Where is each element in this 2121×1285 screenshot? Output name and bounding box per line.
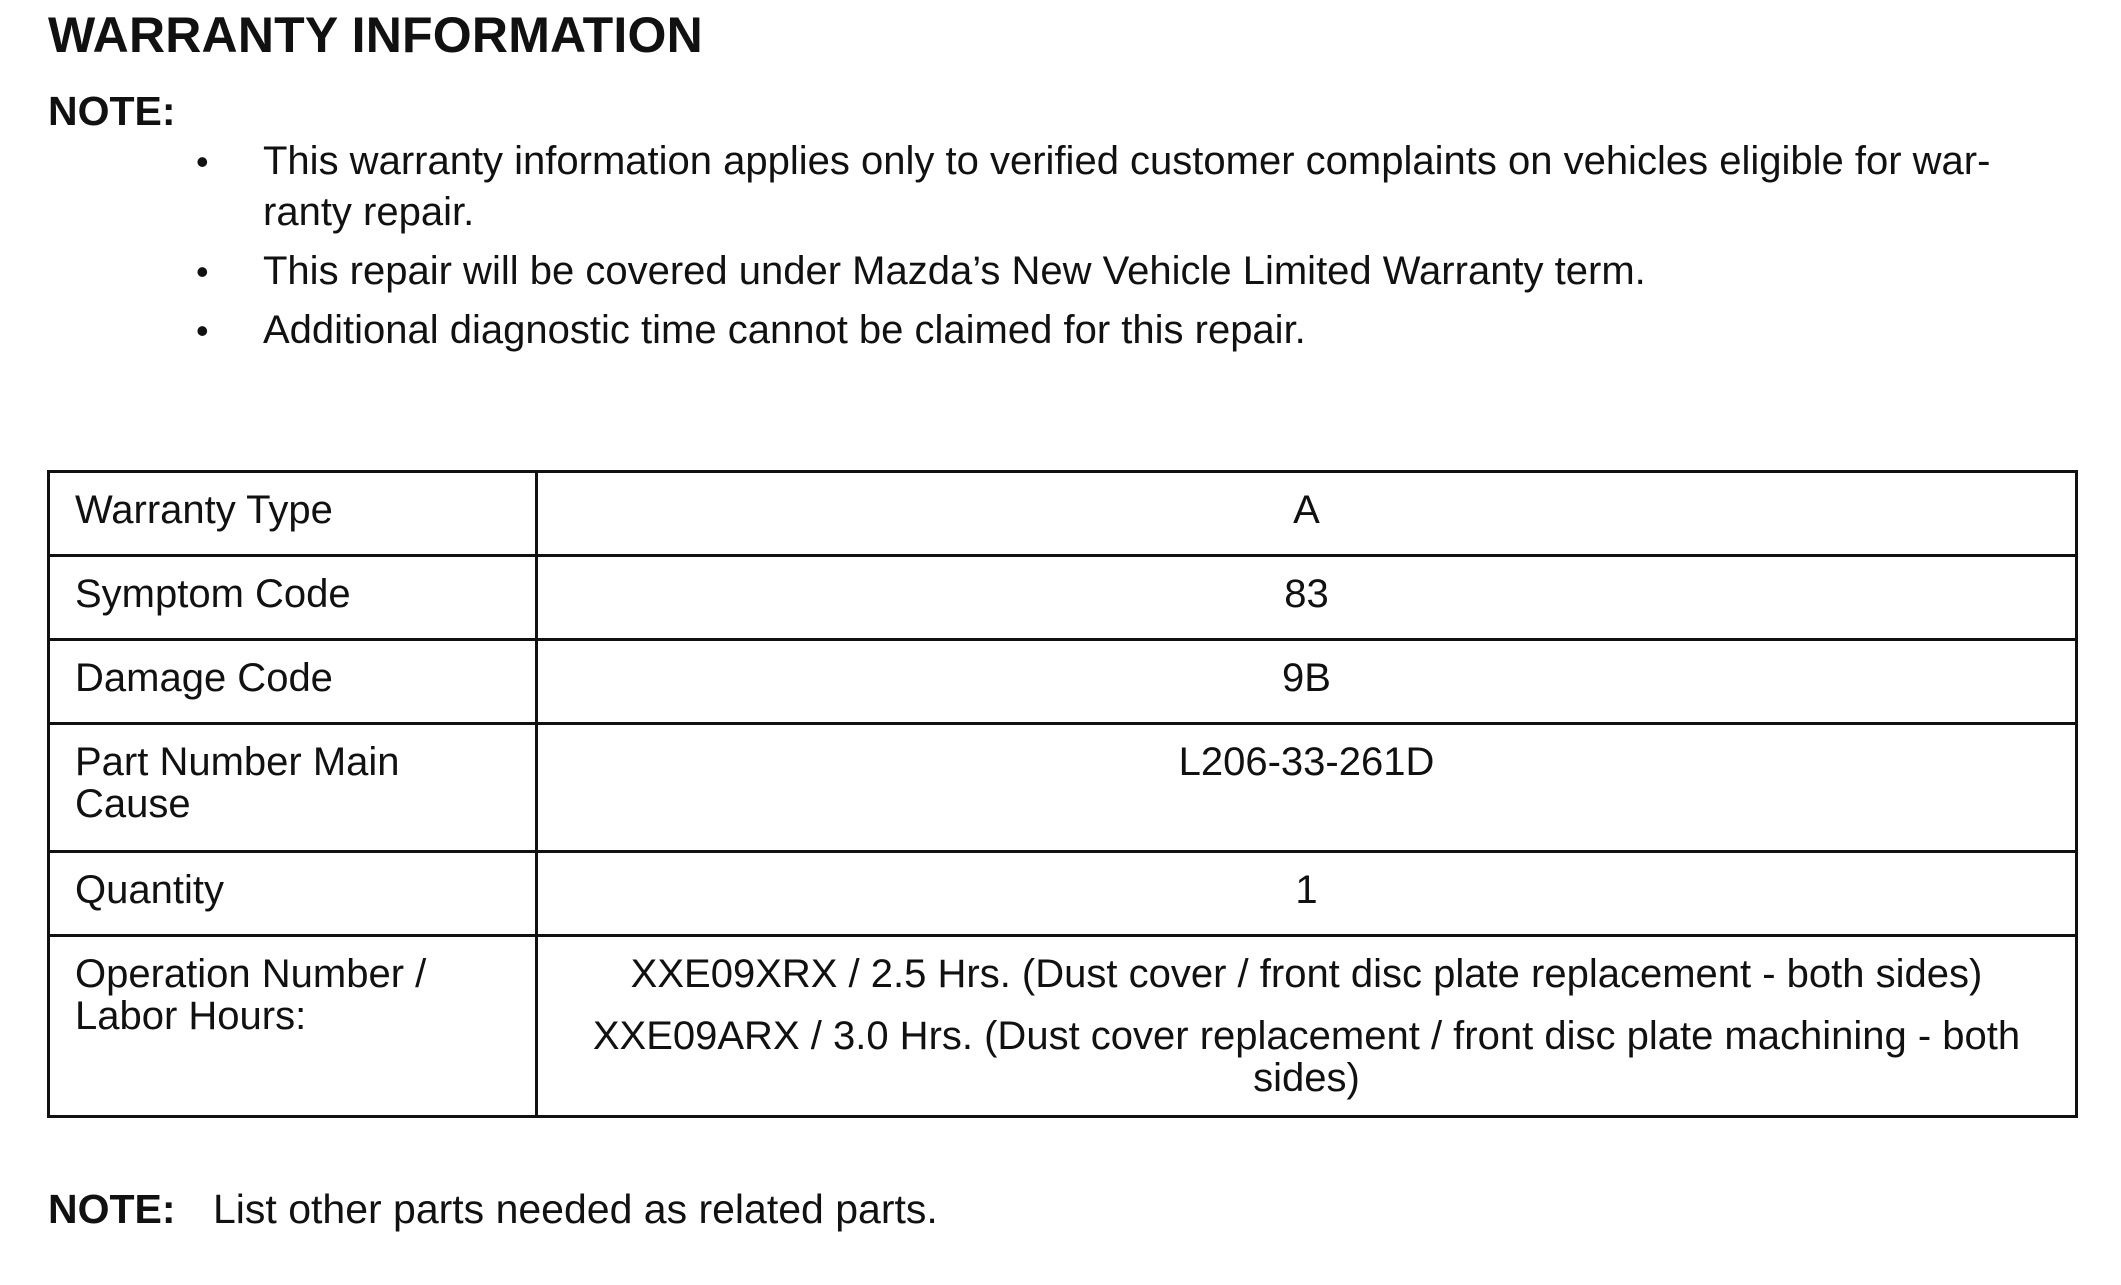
note-text: This warranty information applies only to verified customer complaints on vehicles eligible for war- ranty repair. — [263, 139, 1991, 234]
row-value: XXE09ARX / 3.0 Hrs. (Dust cover replacement / front disc plate machining - both sides) — [592, 1014, 2021, 1100]
footer-note-label: NOTE: — [48, 1186, 176, 1232]
row-value-cell — [537, 472, 2077, 556]
note-list — [190, 136, 2090, 364]
row-label: Damage Code — [75, 656, 333, 700]
row-value-cell — [537, 852, 2077, 936]
note-text: Additional diagnostic time cannot be claimed for this repair. — [263, 308, 1306, 352]
row-label-cell — [49, 852, 537, 936]
row-label-cell — [49, 640, 537, 724]
row-label: Operation Number / Labor Hours: — [75, 952, 427, 1038]
row-value: A — [1293, 488, 1320, 532]
row-label: Quantity — [75, 868, 224, 912]
row-label: Part Number Main Cause — [75, 740, 400, 826]
row-value: XXE09XRX / 2.5 Hrs. (Dust cover / front disc plate replacement - both sides) — [630, 952, 1983, 996]
bullet-icon: • — [196, 310, 209, 351]
note-item — [190, 136, 2090, 238]
warranty-table — [47, 470, 2078, 1118]
table-row — [49, 556, 2077, 640]
row-value: 1 — [1295, 868, 1318, 912]
row-value-cell — [537, 936, 2077, 1117]
note-text: This repair will be covered under Mazda’s New Vehicle Limited Warranty term. — [263, 249, 1646, 293]
table-row — [49, 852, 2077, 936]
row-label-cell — [49, 724, 537, 852]
note-label: NOTE: — [48, 88, 176, 134]
footer-note-text: List other parts needed as related parts. — [213, 1186, 938, 1232]
table-row — [49, 640, 2077, 724]
row-value: 9B — [1282, 656, 1331, 700]
bullet-icon: • — [196, 141, 209, 182]
row-value-cell — [537, 640, 2077, 724]
table-row — [49, 724, 2077, 852]
row-value: L206-33-261D — [1178, 740, 1435, 784]
row-label-cell — [49, 556, 537, 640]
note-item — [190, 305, 2090, 356]
table-row — [49, 472, 2077, 556]
row-label-cell — [49, 472, 537, 556]
row-label-cell — [49, 936, 537, 1117]
row-value: 83 — [1284, 572, 1329, 616]
note-item — [190, 246, 2090, 297]
row-value-cell — [537, 724, 2077, 852]
footer-note — [48, 1186, 938, 1233]
page-title: WARRANTY INFORMATION — [48, 7, 703, 63]
row-value-cell — [537, 556, 2077, 640]
table-row — [49, 936, 2077, 1117]
row-label: Warranty Type — [75, 488, 333, 532]
row-label: Symptom Code — [75, 572, 351, 616]
bullet-icon: • — [196, 251, 209, 292]
